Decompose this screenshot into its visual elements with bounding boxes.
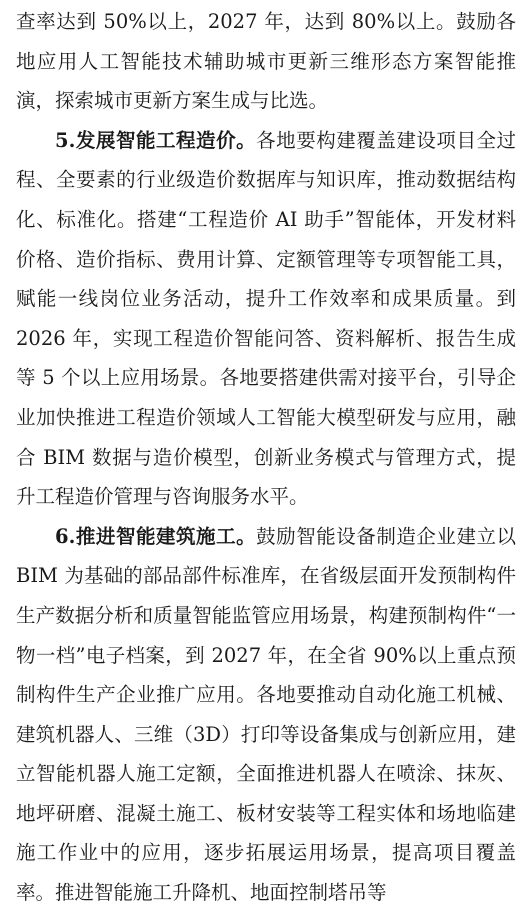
paragraph-text: 各地要构建覆盖建设项目全过程、全要素的行业级造价数据库与知识库，推动数据结构化、标准化。搭建“工程造价 AI 助手”智能体，开发材料价格、造价指标、费用计算、定额管理等专项智能工具，赋能一线岗位业务活动，提升工作效率和成果质量。到 2026 年，实现工程造价智能问答、资料解析、报告生成等 5 个以上应用场景。各地要搭建供需对接平台，引导企业加快推进工程造价领域人工智能大模型研发与应用，融合 BIM 数据与造价模型，创新业务模式与管理方式，提升工程造价管理与咨询服务水平。 — [16, 128, 516, 509]
section-heading: 6.推进智能建筑施工。 — [55, 524, 257, 548]
paragraph-continued — [16, 2, 516, 121]
paragraph-smart-construction — [16, 517, 516, 913]
paragraph-smart-cost — [16, 121, 516, 517]
paragraph-text: 查率达到 50%以上，2027 年，达到 80%以上。鼓励各地应用人工智能技术辅助城市更新三维形态方案智能推演，探索城市更新方案生成与比选。 — [16, 10, 516, 113]
section-heading: 5.发展智能工程造价。 — [55, 128, 257, 152]
paragraph-text: 鼓励智能设备制造企业建立以 BIM 为基础的部品部件标准库，在省级层面开发预制构件生产数据分析和质量智能监管应用场景，构建预制构件“一物一档”电子档案，到 2027 年，在全省 90%以上重点预制构件生产企业推广应用。各地要推动自动化施工机械、建筑机器人、三维（3D）打印等设备集成与创新应用，建立智能机器人施工定额，全面推进机器人在喷涂、抹灰、地坪研磨、混凝土施工、板材安装等工程实体和场地临建施工作业中的应用，逐步拓展运用场景，提高项目覆盖率。推进智能施工升降机、地面控制塔吊等 — [16, 524, 516, 905]
